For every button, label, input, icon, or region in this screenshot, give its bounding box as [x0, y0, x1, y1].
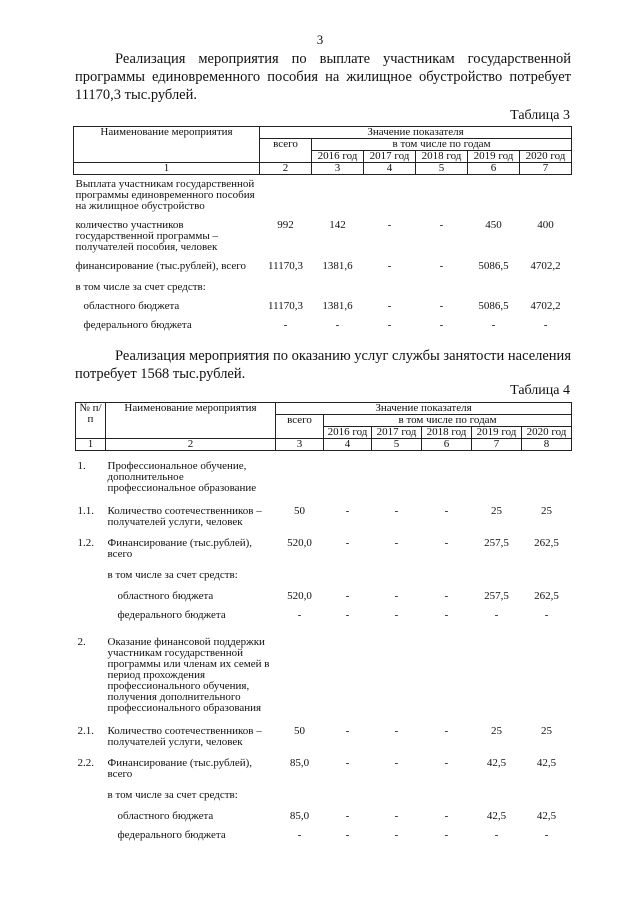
t3-body [74, 175, 572, 332]
row-value: - [345, 829, 350, 841]
paragraph-1: Реализация мероприятия по выплате участникам государственной программы единовременного пособия на жилищное обустройство потребует 11170,3 тыс.рублей. [75, 51, 571, 103]
row-value: 450 [485, 219, 502, 231]
row-value: - [444, 725, 449, 737]
t4-year: 2018 год [422, 427, 472, 439]
row-label: областного бюджета [117, 810, 214, 822]
table-row [76, 560, 572, 581]
row-value [276, 621, 324, 714]
row-value [468, 175, 520, 213]
row-label: федерального бюджета [83, 319, 192, 331]
table-row [76, 494, 572, 528]
row-label: Финансирование (тыс.рублей), всего [107, 757, 253, 780]
row-label: в том числе за счет средств: [107, 789, 238, 801]
row-number: 1.2. [77, 537, 94, 549]
row-number: 2. [77, 636, 86, 648]
t3-colnum: 4 [364, 163, 416, 175]
page-number: 3 [316, 32, 324, 47]
row-value: 5086,5 [478, 300, 509, 312]
t3-colnum: 6 [468, 163, 520, 175]
t4-colnum: 4 [324, 439, 372, 451]
row-value [324, 780, 372, 801]
row-value: 25 [491, 725, 502, 737]
table-row [76, 780, 572, 801]
row-number [76, 560, 106, 581]
table-row [76, 621, 572, 714]
row-label: финансирование (тыс.рублей), всего [75, 260, 246, 272]
row-value: 1381,6 [322, 300, 353, 312]
row-value [260, 175, 312, 213]
row-value: 1381,6 [322, 260, 353, 272]
row-value: 42,5 [486, 757, 507, 769]
table-row [76, 801, 572, 822]
row-number: 1.1. [77, 505, 94, 517]
row-value [522, 451, 572, 495]
row-value: - [297, 609, 302, 621]
paragraph-2: Реализация мероприятия по оказанию услуг службы занятости населения потребует 1568 тыс.рублей. [75, 348, 571, 382]
row-value: 42,5 [486, 810, 507, 822]
table-4-caption: Таблица 4 [510, 383, 570, 398]
t3-year: 2018 год [416, 151, 468, 163]
row-value: - [335, 319, 340, 331]
row-number [76, 780, 106, 801]
row-value: 11170,3 [268, 300, 303, 312]
row-value: - [394, 829, 399, 841]
t4-colnum: 5 [372, 439, 422, 451]
table-row [76, 822, 572, 841]
t3-colnum: 5 [416, 163, 468, 175]
t4-year: 2016 год [324, 427, 372, 439]
t4-header-value: Значение показателя [276, 403, 572, 415]
row-value [522, 560, 572, 581]
t4-colnum: 8 [522, 439, 572, 451]
row-value: 25 [541, 725, 553, 737]
row-value: - [283, 319, 288, 331]
row-value: - [439, 319, 444, 331]
row-value: - [394, 810, 399, 822]
table-3 [73, 126, 572, 331]
t3-header-years: в том числе по годам [312, 139, 572, 151]
table-row [74, 293, 572, 312]
row-label: в том числе за счет средств: [107, 569, 238, 581]
t4-header-total: всего [276, 415, 324, 439]
row-value: 50 [294, 505, 305, 517]
row-value: 11170,3 [268, 260, 303, 272]
t3-colnum: 1 [74, 163, 260, 175]
t3-header-name: Наименование мероприятия [74, 127, 260, 163]
t3-year: 2020 год [520, 151, 572, 163]
row-value: 85,0 [289, 757, 310, 769]
row-value [276, 560, 324, 581]
row-value [312, 175, 364, 213]
table-row [74, 272, 572, 293]
row-label: Оказание финансовой поддержки участникам государственной программы или членам их семей в период прохождения профессионального обучения, получения дополнительного профессионального образования [107, 636, 270, 714]
row-label: количество участников государственной программы – получателей пособия, человек [75, 219, 218, 253]
row-label: Количество соотечественников – получателей услуги, человек [107, 725, 262, 748]
row-value: - [494, 609, 499, 621]
row-value [260, 272, 312, 293]
row-label: Выплата участникам государственной программы единовременного пособия на жилищное обустройство [75, 178, 255, 212]
row-value: 4702,2 [530, 300, 561, 312]
row-value: - [543, 319, 548, 331]
row-value: - [345, 590, 350, 602]
row-value [364, 175, 416, 213]
t3-year: 2017 год [364, 151, 416, 163]
row-value: - [345, 725, 350, 737]
row-value: - [394, 757, 399, 769]
t3-header-total: всего [260, 139, 312, 163]
row-value: - [491, 319, 496, 331]
row-value: - [544, 609, 549, 621]
row-number [76, 822, 106, 841]
row-value: - [444, 537, 449, 549]
row-value [422, 560, 472, 581]
row-value: 85,0 [289, 810, 310, 822]
row-value: - [394, 725, 399, 737]
row-value: - [387, 219, 392, 231]
t4-body [76, 451, 572, 842]
table-row [74, 312, 572, 331]
row-value [472, 780, 522, 801]
row-label: федерального бюджета [117, 609, 226, 621]
t4-colnum: 1 [76, 439, 106, 451]
row-label: в том числе за счет средств: [75, 281, 206, 293]
row-value: - [439, 260, 444, 272]
row-value: - [387, 319, 392, 331]
row-value: 262,5 [534, 537, 559, 549]
row-value: 257,5 [484, 590, 509, 602]
row-value: 520,0 [287, 590, 312, 602]
row-value: - [297, 829, 302, 841]
row-value [472, 621, 522, 714]
row-value: 25 [541, 505, 553, 517]
row-label: Количество соотечественников – получателей услуги, человек [107, 505, 262, 528]
t4-year: 2020 год [522, 427, 572, 439]
table-3-caption: Таблица 3 [510, 108, 570, 123]
row-value: 992 [277, 219, 294, 231]
row-value: - [444, 829, 449, 841]
row-value [372, 451, 422, 495]
row-value [522, 621, 572, 714]
row-value: - [387, 260, 392, 272]
row-number: 2.2. [77, 757, 94, 769]
row-value [422, 780, 472, 801]
row-value [324, 451, 372, 495]
row-value: - [439, 300, 444, 312]
row-number [76, 581, 106, 602]
row-value: 262,5 [534, 590, 559, 602]
table-row [74, 253, 572, 272]
row-value [520, 175, 572, 213]
row-value: 25 [491, 505, 502, 517]
row-value: - [345, 757, 350, 769]
t4-header-no: № п/п [76, 403, 106, 439]
row-number [76, 602, 106, 621]
t4-colnum: 7 [472, 439, 522, 451]
row-value [472, 451, 522, 495]
t3-colnum: 2 [260, 163, 312, 175]
row-value: - [394, 537, 399, 549]
row-value: 50 [294, 725, 305, 737]
t3-year: 2019 год [468, 151, 520, 163]
row-value [372, 560, 422, 581]
t3-colnum: 3 [312, 163, 364, 175]
row-value [324, 560, 372, 581]
t3-colnum: 7 [520, 163, 572, 175]
row-value: - [345, 609, 350, 621]
t4-colnum: 2 [106, 439, 276, 451]
row-number: 2.1. [77, 725, 94, 737]
table-row [76, 714, 572, 748]
row-value: - [345, 810, 350, 822]
row-value: 42,5 [536, 810, 557, 822]
row-value [472, 560, 522, 581]
row-value [422, 451, 472, 495]
row-value: 142 [329, 219, 346, 231]
row-number: 1. [77, 460, 86, 472]
row-value: - [394, 505, 399, 517]
table-row [76, 528, 572, 560]
t3-year: 2016 год [312, 151, 364, 163]
row-value: 257,5 [484, 537, 509, 549]
table-row [74, 212, 572, 253]
table-row [76, 748, 572, 780]
row-value [276, 451, 324, 495]
row-value: - [394, 590, 399, 602]
row-value [372, 780, 422, 801]
row-value: - [394, 609, 399, 621]
row-value: - [444, 590, 449, 602]
row-value [312, 272, 364, 293]
row-value [422, 621, 472, 714]
row-label: Финансирование (тыс.рублей), всего [107, 537, 253, 560]
row-value: 4702,2 [530, 260, 561, 272]
row-label: областного бюджета [83, 300, 180, 312]
row-label: Профессиональное обучение, дополнительное профессиональное образование [107, 460, 257, 494]
table-row [76, 581, 572, 602]
row-number [76, 801, 106, 822]
table-4 [75, 402, 572, 841]
row-value: 42,5 [536, 757, 557, 769]
row-value [372, 621, 422, 714]
row-value: - [444, 505, 449, 517]
row-value: 400 [537, 219, 554, 231]
row-value [522, 780, 572, 801]
t4-colnum: 6 [422, 439, 472, 451]
table-row [76, 602, 572, 621]
t4-colnum: 3 [276, 439, 324, 451]
t4-year: 2017 год [372, 427, 422, 439]
row-value: - [494, 829, 499, 841]
row-value: - [345, 537, 350, 549]
row-value [416, 272, 468, 293]
row-value [468, 272, 520, 293]
row-value: - [345, 505, 350, 517]
row-value: - [544, 829, 549, 841]
row-value: 520,0 [287, 537, 312, 549]
row-label: федерального бюджета [117, 829, 226, 841]
row-value [276, 780, 324, 801]
row-value [520, 272, 572, 293]
t4-header-name: Наименование мероприятия [106, 403, 276, 439]
t3-header-value: Значение показателя [260, 127, 572, 139]
row-value: - [444, 810, 449, 822]
row-value: - [439, 219, 444, 231]
table-row [74, 175, 572, 213]
row-value: - [444, 757, 449, 769]
row-value: - [444, 609, 449, 621]
row-label: областного бюджета [117, 590, 214, 602]
row-value [416, 175, 468, 213]
row-value: 5086,5 [478, 260, 509, 272]
t4-header-years: в том числе по годам [324, 415, 572, 427]
row-value: - [387, 300, 392, 312]
t4-year: 2019 год [472, 427, 522, 439]
row-value [324, 621, 372, 714]
table-row [76, 451, 572, 495]
row-value [364, 272, 416, 293]
